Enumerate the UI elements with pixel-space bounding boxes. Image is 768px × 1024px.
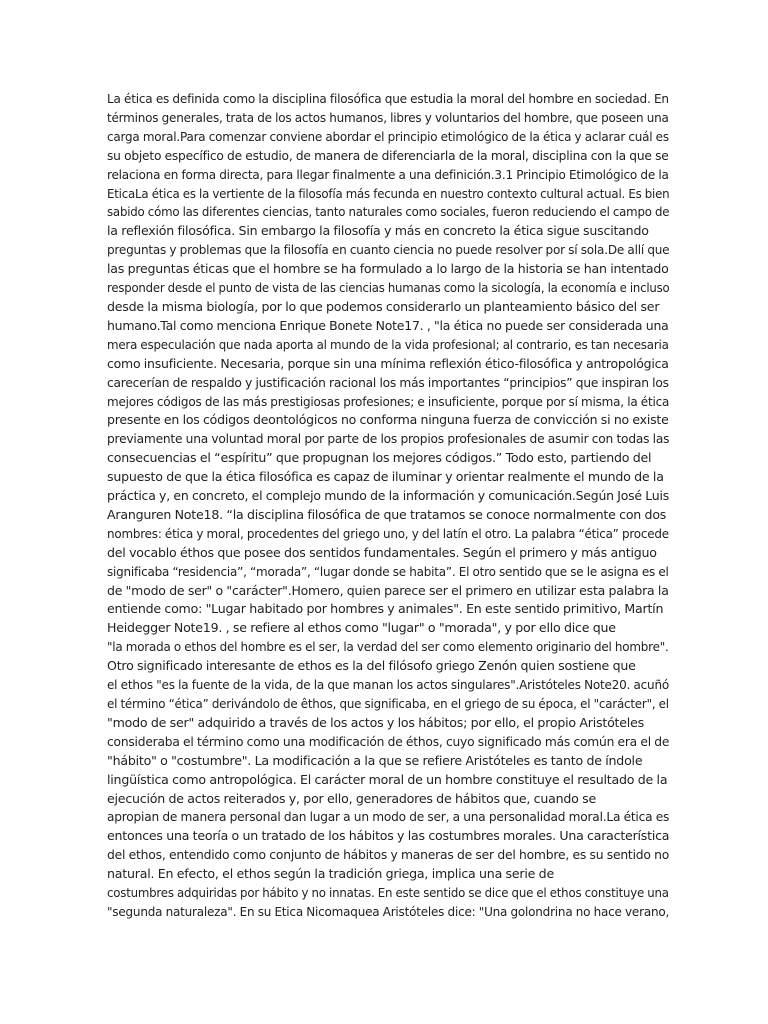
text-line: Otro significado interesante de ethos es la del filósofo griego Zenón quien sostiene que [107, 658, 636, 674]
text-line: desde la misma biología, por lo que podemos considerarlo un planteamiento básico del ser [107, 298, 660, 314]
text-line: natural. En efecto, el ethos según la tradición griega, implica una serie de [107, 866, 554, 882]
text-line: mejores códigos de las más prestigiosas profesiones; e insuficiente, porque por sí misma, la ética [107, 393, 670, 409]
text-line: del vocablo éthos que posee dos sentidos fundamentales. Según el primero y más antiguo [107, 544, 657, 560]
text-line: entonces una teoría o un tratado de los hábitos y las costumbres morales. Una característica [107, 828, 670, 844]
text-line: apropian de manera personal dan lugar a un modo de ser, a una personalidad moral.La ética es [107, 809, 670, 825]
text-line: preguntas y problemas que la filosofía en cuanto ciencia no puede resolver por sí sola.De allí que [107, 242, 670, 258]
text-line: las preguntas éticas que el hombre se ha formulado a lo largo de la historia se han intentado [107, 261, 669, 277]
text-line: ejecución de actos reiterados y, por ello, generadores de hábitos que, cuando se [107, 790, 596, 806]
body-paragraph [107, 90, 670, 922]
text-line: mera especulación que nada aporta al mundo de la vida profesional; al contrario, es tan necesaria [107, 336, 669, 352]
text-line: el término “ética” derivándolo de êthos, que significaba, en el griego de su época, el "carácter", el [107, 696, 669, 711]
text-line: presente en los códigos deontológicos no conforma ninguna fuerza de convicción si no existe [107, 412, 669, 428]
text-line: relaciona en forma directa, para llegar finalmente a una definición.3.1 Principio Etimológico de la [107, 166, 669, 182]
text-line: su objeto específico de estudio, de manera de diferenciarla de la moral, disciplina con la que se [107, 147, 669, 163]
text-line: como insuficiente. Necesaria, porque sin una mínima reflexión ético-filosófica y antropológica [107, 355, 669, 371]
text-line: supuesto de que la ética filosófica es capaz de iluminar y orientar realmente el mundo de la [107, 469, 664, 485]
text-line: consecuencias el “espíritu” que propugnan los mejores códigos.” Todo esto, partiendo del [107, 450, 652, 466]
text-line: previamente una voluntad moral por parte de los propios profesionales de asumir con todas las [107, 431, 670, 447]
text-line: significaba “residencia”, “morada”, “lugar donde se habita”. El otro sentido que se le asigna es el [107, 563, 669, 579]
text-line: consideraba el término como una modificación de éthos, cuyo significado más común era el de [107, 733, 670, 749]
text-line: "la morada o ethos del hombre es el ser, la verdad del ser como elemento originario del hombre". [107, 639, 669, 655]
text-line: del ethos, entendido como conjunto de hábitos y maneras de ser del hombre, es su sentido no [107, 847, 670, 863]
text-line: EticaLa ética es la vertiente de la filosofía más fecunda en nuestro contexto cultural actual. Es bien [107, 185, 670, 201]
text-line: responder desde el punto de vista de las ciencias humanas como la sicología, la economía e incluso [107, 280, 670, 296]
text-line: "segunda naturaleza". En su Etica Nicomaquea Aristóteles dice: "Una golondrina no hace verano, [107, 903, 670, 919]
text-line: costumbres adquiridas por hábito y no innatas. En este sentido se dice que el ethos constituye una [107, 885, 669, 901]
text-line: humano.Tal como menciona Enrique Bonete Note17. , "la ética no puede ser considerada una [107, 317, 669, 333]
text-line: La ética es definida como la disciplina filosófica que estudia la moral del hombre en sociedad. En [107, 91, 669, 106]
text-line: la reflexión filosófica. Sin embargo la filosofía y más en concreto la ética sigue suscitando [107, 223, 649, 239]
text-line: sabido cómo las diferentes ciencias, tanto naturales como sociales, fueron reduciendo el campo de [107, 204, 670, 220]
text-line: carecerían de respaldo y justificación racional los más importantes “principios” que inspiran los [107, 374, 669, 390]
text-line: práctica y, en concreto, el complejo mundo de la información y comunicación.Según José Luis [107, 488, 669, 504]
text-line: lingüística como antropológica. El carácter moral de un hombre constituye el resultado de la [107, 771, 668, 787]
text-line: de "modo de ser" o "carácter".Homero, quien parece ser el primero en utilizar esta palabra la [107, 582, 669, 598]
text-line: el ethos "es la fuente de la vida, de la que manan los actos singulares".Aristóteles Note20. acuñó [107, 677, 670, 693]
text-line: entiende como: "Lugar habitado por hombres y animales". En este sentido primitivo, Martín [107, 601, 664, 617]
text-line: "modo de ser" adquirido a través de los actos y los hábitos; por ello, el propio Aristóteles [107, 714, 644, 730]
text-line: "hábito" o "costumbre". La modificación a la que se refiere Aristóteles es tanto de índole [107, 752, 643, 768]
text-line: términos generales, trata de los actos humanos, libres y voluntarios del hombre, que poseen una [107, 109, 669, 125]
text-line: Aranguren Note18. “la disciplina filosófica de que tratamos se conoce normalmente con dos [107, 506, 667, 522]
text-line: Heidegger Note19. , se refiere al ethos como "lugar" o "morada", y por ello dice que [107, 620, 616, 636]
text-line: nombres: ética y moral, procedentes del griego uno, y del latín el otro. La palabra “ética” procede [107, 525, 669, 541]
text-line: carga moral.Para comenzar conviene abordar el principio etimológico de la ética y aclarar cuál es [107, 128, 669, 144]
